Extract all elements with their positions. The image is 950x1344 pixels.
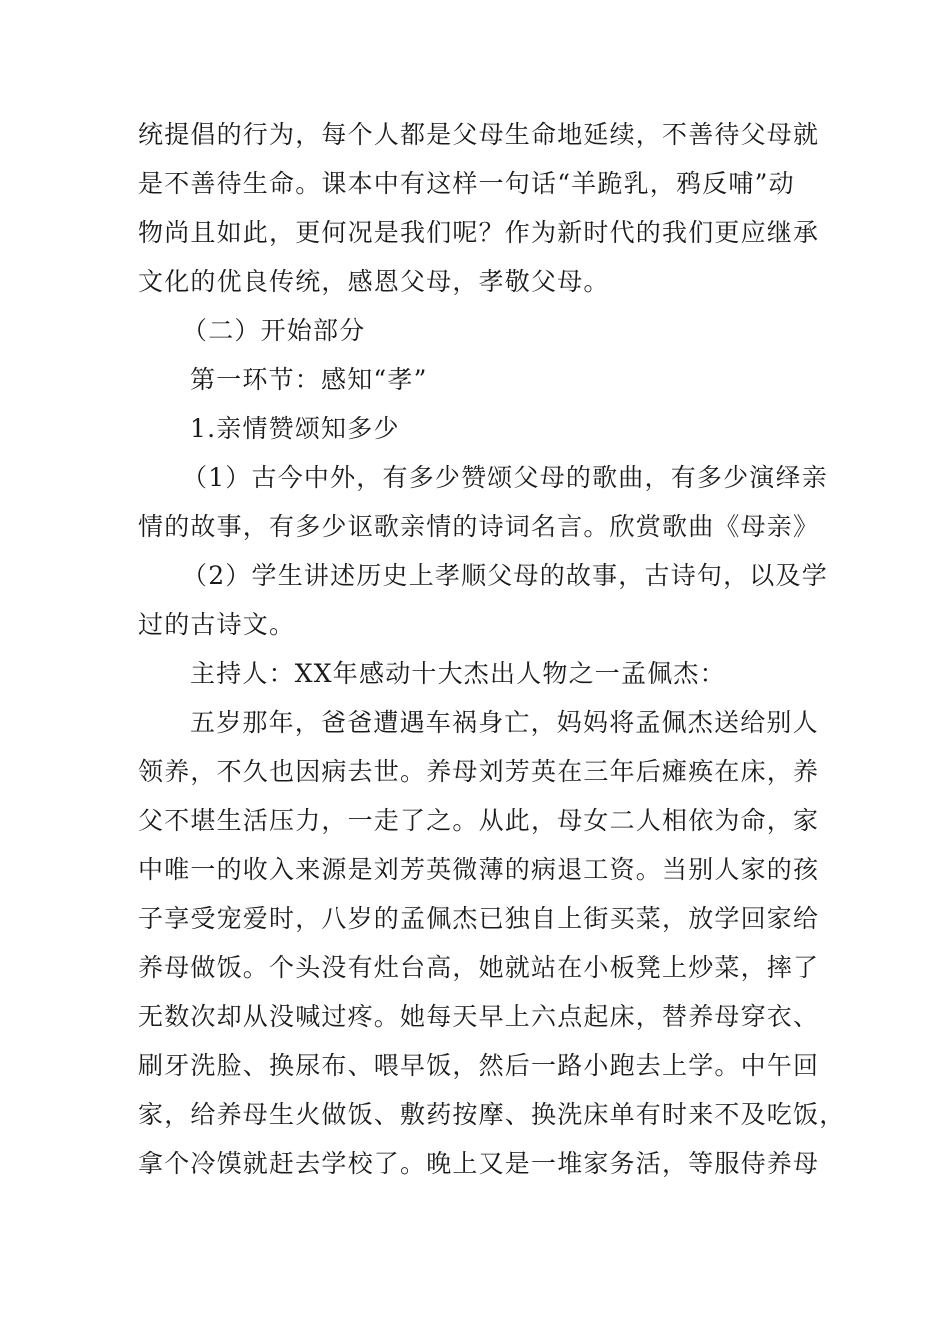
text-line: 家，给养母生火做饭、敷药按摩、换洗床单有时来不及吃饭， [138,1100,846,1129]
text-line: 领养，不久也因病去世。养母刘芳英在三年后瘫痪在床，养 [138,757,820,786]
text-line: 文化的优良传统，感恩父母，孝敬父母。 [138,267,610,296]
text-line: 刷牙洗脸、换尿布、喂早饭，然后一路小跑去上学。中午回 [138,1051,820,1080]
text-line: 主持人：XX年感动十大杰出人物之一孟佩杰： [190,659,726,688]
text-line: 物尚且如此，更何况是我们呢？作为新时代的我们更应继承 [138,218,820,247]
text-line: 统提倡的行为，每个人都是父母生命地延续，不善待父母就 [138,120,820,149]
text-line: 五岁那年，爸爸遭遇车祸身亡，妈妈将孟佩杰送给别人 [190,708,819,737]
section-heading: （二）开始部分 [182,316,366,345]
text-line: （1）古今中外，有多少赞颂父母的歌曲，有多少演绎亲 [182,463,828,492]
text-line: 无数次却从没喊过疼。她每天早上六点起床，替养母穿衣、 [138,1002,820,1031]
subsection-heading: 第一环节：感知“孝” [190,365,428,394]
text-line: 情的故事，有多少讴歌亲情的诗词名言。欣赏歌曲《母亲》 [138,512,820,541]
text-line: （2）学生讲述历史上孝顺父母的故事，古诗句，以及学 [182,561,828,590]
text-line: 是不善待生命。课本中有这样一句话“羊跪乳，鸦反哺”动 [138,169,795,198]
text-line: 子享受宠爱时，八岁的孟佩杰已独自上街买菜，放学回家给 [138,904,820,933]
text-line: 中唯一的收入来源是刘芳英微薄的病退工资。当别人家的孩 [138,855,820,884]
document-body [138,110,846,1188]
item-heading: 1.亲情赞颂知多少 [190,414,400,443]
text-line: 拿个冷馍就赶去学校了。晚上又是一堆家务活，等服侍养母 [138,1149,820,1178]
text-line: 父不堪生活压力，一走了之。从此，母女二人相依为命，家 [138,806,820,835]
text-line: 养母做饭。个头没有灶台高，她就站在小板凳上炒菜，摔了 [138,953,820,982]
text-line: 过的古诗文。 [138,610,296,639]
